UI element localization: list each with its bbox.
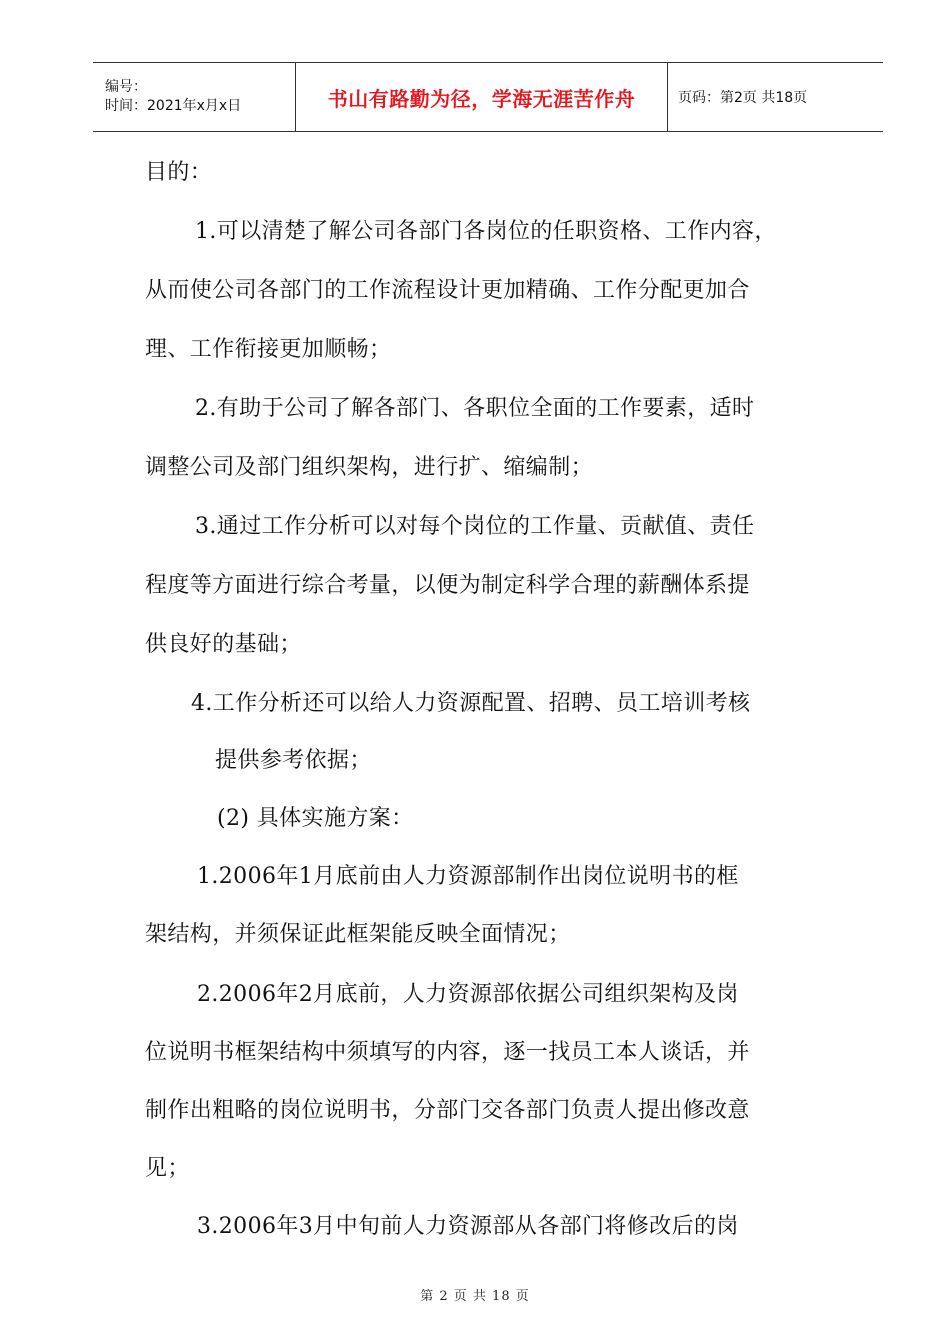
body-line: 1.2006年1月底前由人力资源部制作出岗位说明书的框 xyxy=(197,864,739,889)
body-line: 目的： xyxy=(145,160,213,185)
body-line: 2.有助于公司了解各部门、各职位全面的工作要素，适时 xyxy=(195,396,755,421)
header-page-number: 页码：第2页 共18页 xyxy=(678,90,808,106)
body-line: 理、工作衔接更加顺畅； xyxy=(145,337,392,362)
page-footer: 第 2 页 共 18 页 xyxy=(420,1289,530,1304)
body-line: 3.2006年3月中旬前人力资源部从各部门将修改后的岗 xyxy=(197,1214,739,1239)
body-line: 从而使公司各部门的工作流程设计更加精确、工作分配更加合 xyxy=(145,278,750,303)
body-line: 供良好的基础； xyxy=(145,632,302,657)
body-line: 位说明书框架结构中须填写的内容，逐一找员工本人谈话，并 xyxy=(145,1040,750,1065)
body-line: (2) 具体实施方案： xyxy=(217,806,414,831)
header-motto: 书山有路勤为径，学海无涯苦作舟 xyxy=(295,63,668,131)
body-line: 3.通过工作分析可以对每个岗位的工作量、贡献值、责任 xyxy=(195,514,755,539)
body-line: 提供参考依据； xyxy=(215,748,372,773)
body-line: 架结构，并须保证此框架能反映全面情况； xyxy=(145,922,571,947)
document-time-label: 时间：2021年x月x日 xyxy=(105,98,242,114)
header-meta xyxy=(93,63,295,131)
body-line: 调整公司及部门组织架构，进行扩、缩编制； xyxy=(145,455,594,480)
body-line: 程度等方面进行综合考量，以便为制定科学合理的薪酬体系提 xyxy=(145,573,750,598)
body-line: 2.2006年2月底前，人力资源部依据公司组织架构及岗 xyxy=(197,982,739,1007)
document-number-label: 编号： xyxy=(105,79,147,95)
page-header xyxy=(93,62,883,132)
body-line: 见； xyxy=(145,1156,190,1181)
body-line: 4.工作分析还可以给人力资源配置、招聘、员工培训考核 xyxy=(191,691,751,716)
body-line: 制作出粗略的岗位说明书，分部门交各部门负责人提出修改意 xyxy=(145,1098,750,1123)
body-line: 1.可以清楚了解公司各部门各岗位的任职资格、工作内容， xyxy=(195,219,777,244)
